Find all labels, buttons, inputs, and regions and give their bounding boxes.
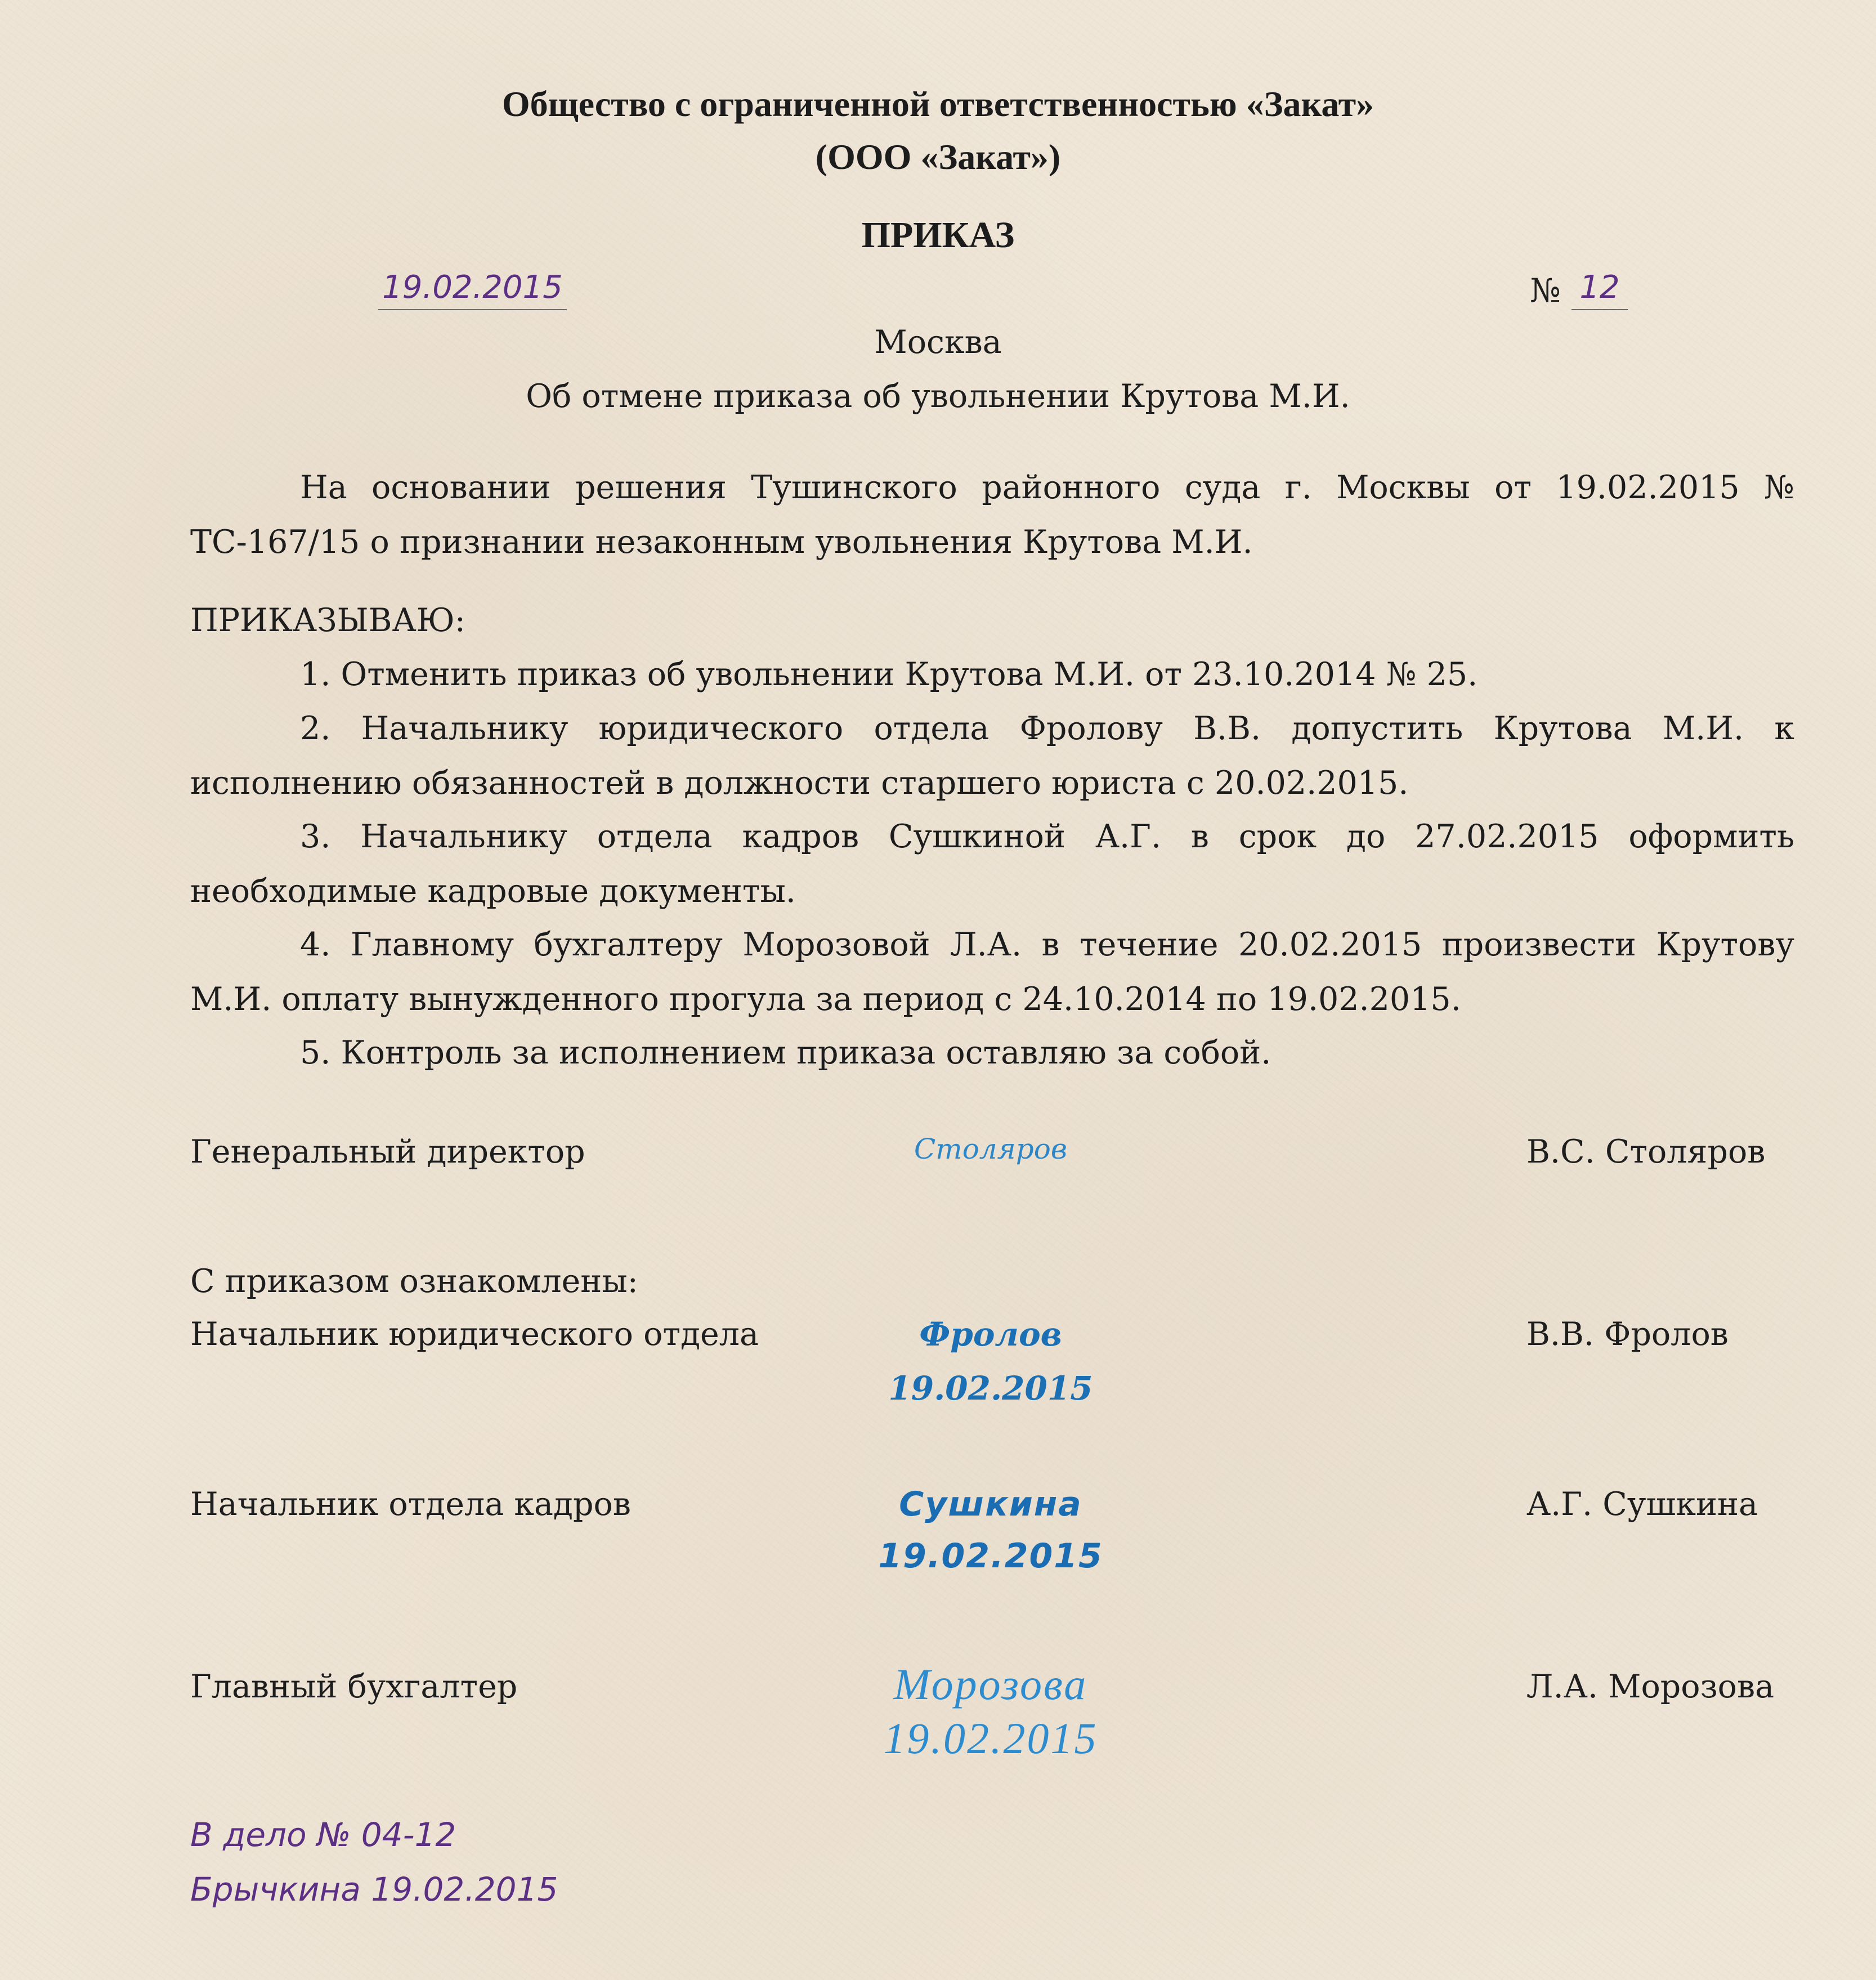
order-item-5: 5. Контроль за исполнением приказа оставляю за собой. (300, 1034, 1271, 1071)
number-sign: № (1530, 271, 1561, 310)
date-underline (378, 309, 567, 310)
director-signature: Столяров (914, 1133, 1067, 1165)
ack-position-legal: Начальник юридического отдела (190, 1316, 759, 1353)
order-item-4: 4. Главному бухгалтеру Морозовой Л.А. в течение 20.02.2015 произвести Крутову М.И. оплату вынужденного прогула за период с 24.10.2014 по 19.02.2015. (190, 926, 1794, 1018)
preamble-paragraph (190, 461, 1794, 570)
preamble-text: На основании решения Тушинского районного суда г. Москвы от 19.02.2015 № ТС-167/15 о признании незаконным увольнения Крутова М.И. (190, 469, 1794, 561)
number-underline (1571, 309, 1628, 310)
order-word: ПРИКАЗЫВАЮ: (190, 602, 465, 639)
ack-signature-legal: Фролов (919, 1315, 1062, 1353)
order-item-2: 2. Начальнику юридического отдела Фролову В.В. допустить Крутова М.И. к исполнению обязанностей в должности старшего юриста с 20.02.2015. (190, 710, 1794, 802)
order-item-1: 1. Отменить приказ об увольнении Крутова М.И. от 23.10.2014 № 25. (300, 656, 1478, 693)
ack-signature-accountant: Морозова (893, 1660, 1088, 1709)
order-item-3: 3. Начальнику отдела кадров Сушкиной А.Г. в срок до 27.02.2015 оформить необходимые кадровые документы. (190, 818, 1794, 910)
order-subject: Об отмене приказа об увольнении Крутова М.И. (526, 378, 1350, 415)
director-name: В.С. Столяров (1526, 1133, 1766, 1170)
ack-name-accountant: Л.А. Морозова (1526, 1668, 1775, 1705)
document-title: ПРИКАЗ (861, 214, 1015, 256)
acknowledged-title: С приказом ознакомлены: (190, 1263, 638, 1300)
director-position: Генеральный директор (190, 1133, 585, 1170)
organization-short-name: (ООО «Закат») (815, 137, 1061, 177)
order-number: 12 (1579, 269, 1620, 306)
city: Москва (874, 324, 1002, 361)
ack-name-hr: А.Г. Сушкина (1526, 1486, 1758, 1523)
ack-signature-hr: Сушкина (899, 1485, 1082, 1524)
ack-position-hr: Начальник отдела кадров (190, 1486, 631, 1523)
filing-line-2: Брычкина 19.02.2015 (190, 1870, 558, 1909)
order-date: 19.02.2015 (382, 269, 563, 306)
filing-line-1: В дело № 04-12 (190, 1816, 456, 1854)
ack-position-accountant: Главный бухгалтер (190, 1668, 518, 1705)
ack-date-legal: 19.02.2015 (888, 1369, 1093, 1407)
ack-name-legal: В.В. Фролов (1526, 1316, 1729, 1353)
ack-date-hr: 19.02.2015 (878, 1536, 1103, 1576)
organization-full-name: Общество с ограниченной ответственностью «Закат» (502, 84, 1374, 124)
ack-date-accountant: 19.02.2015 (883, 1714, 1098, 1763)
